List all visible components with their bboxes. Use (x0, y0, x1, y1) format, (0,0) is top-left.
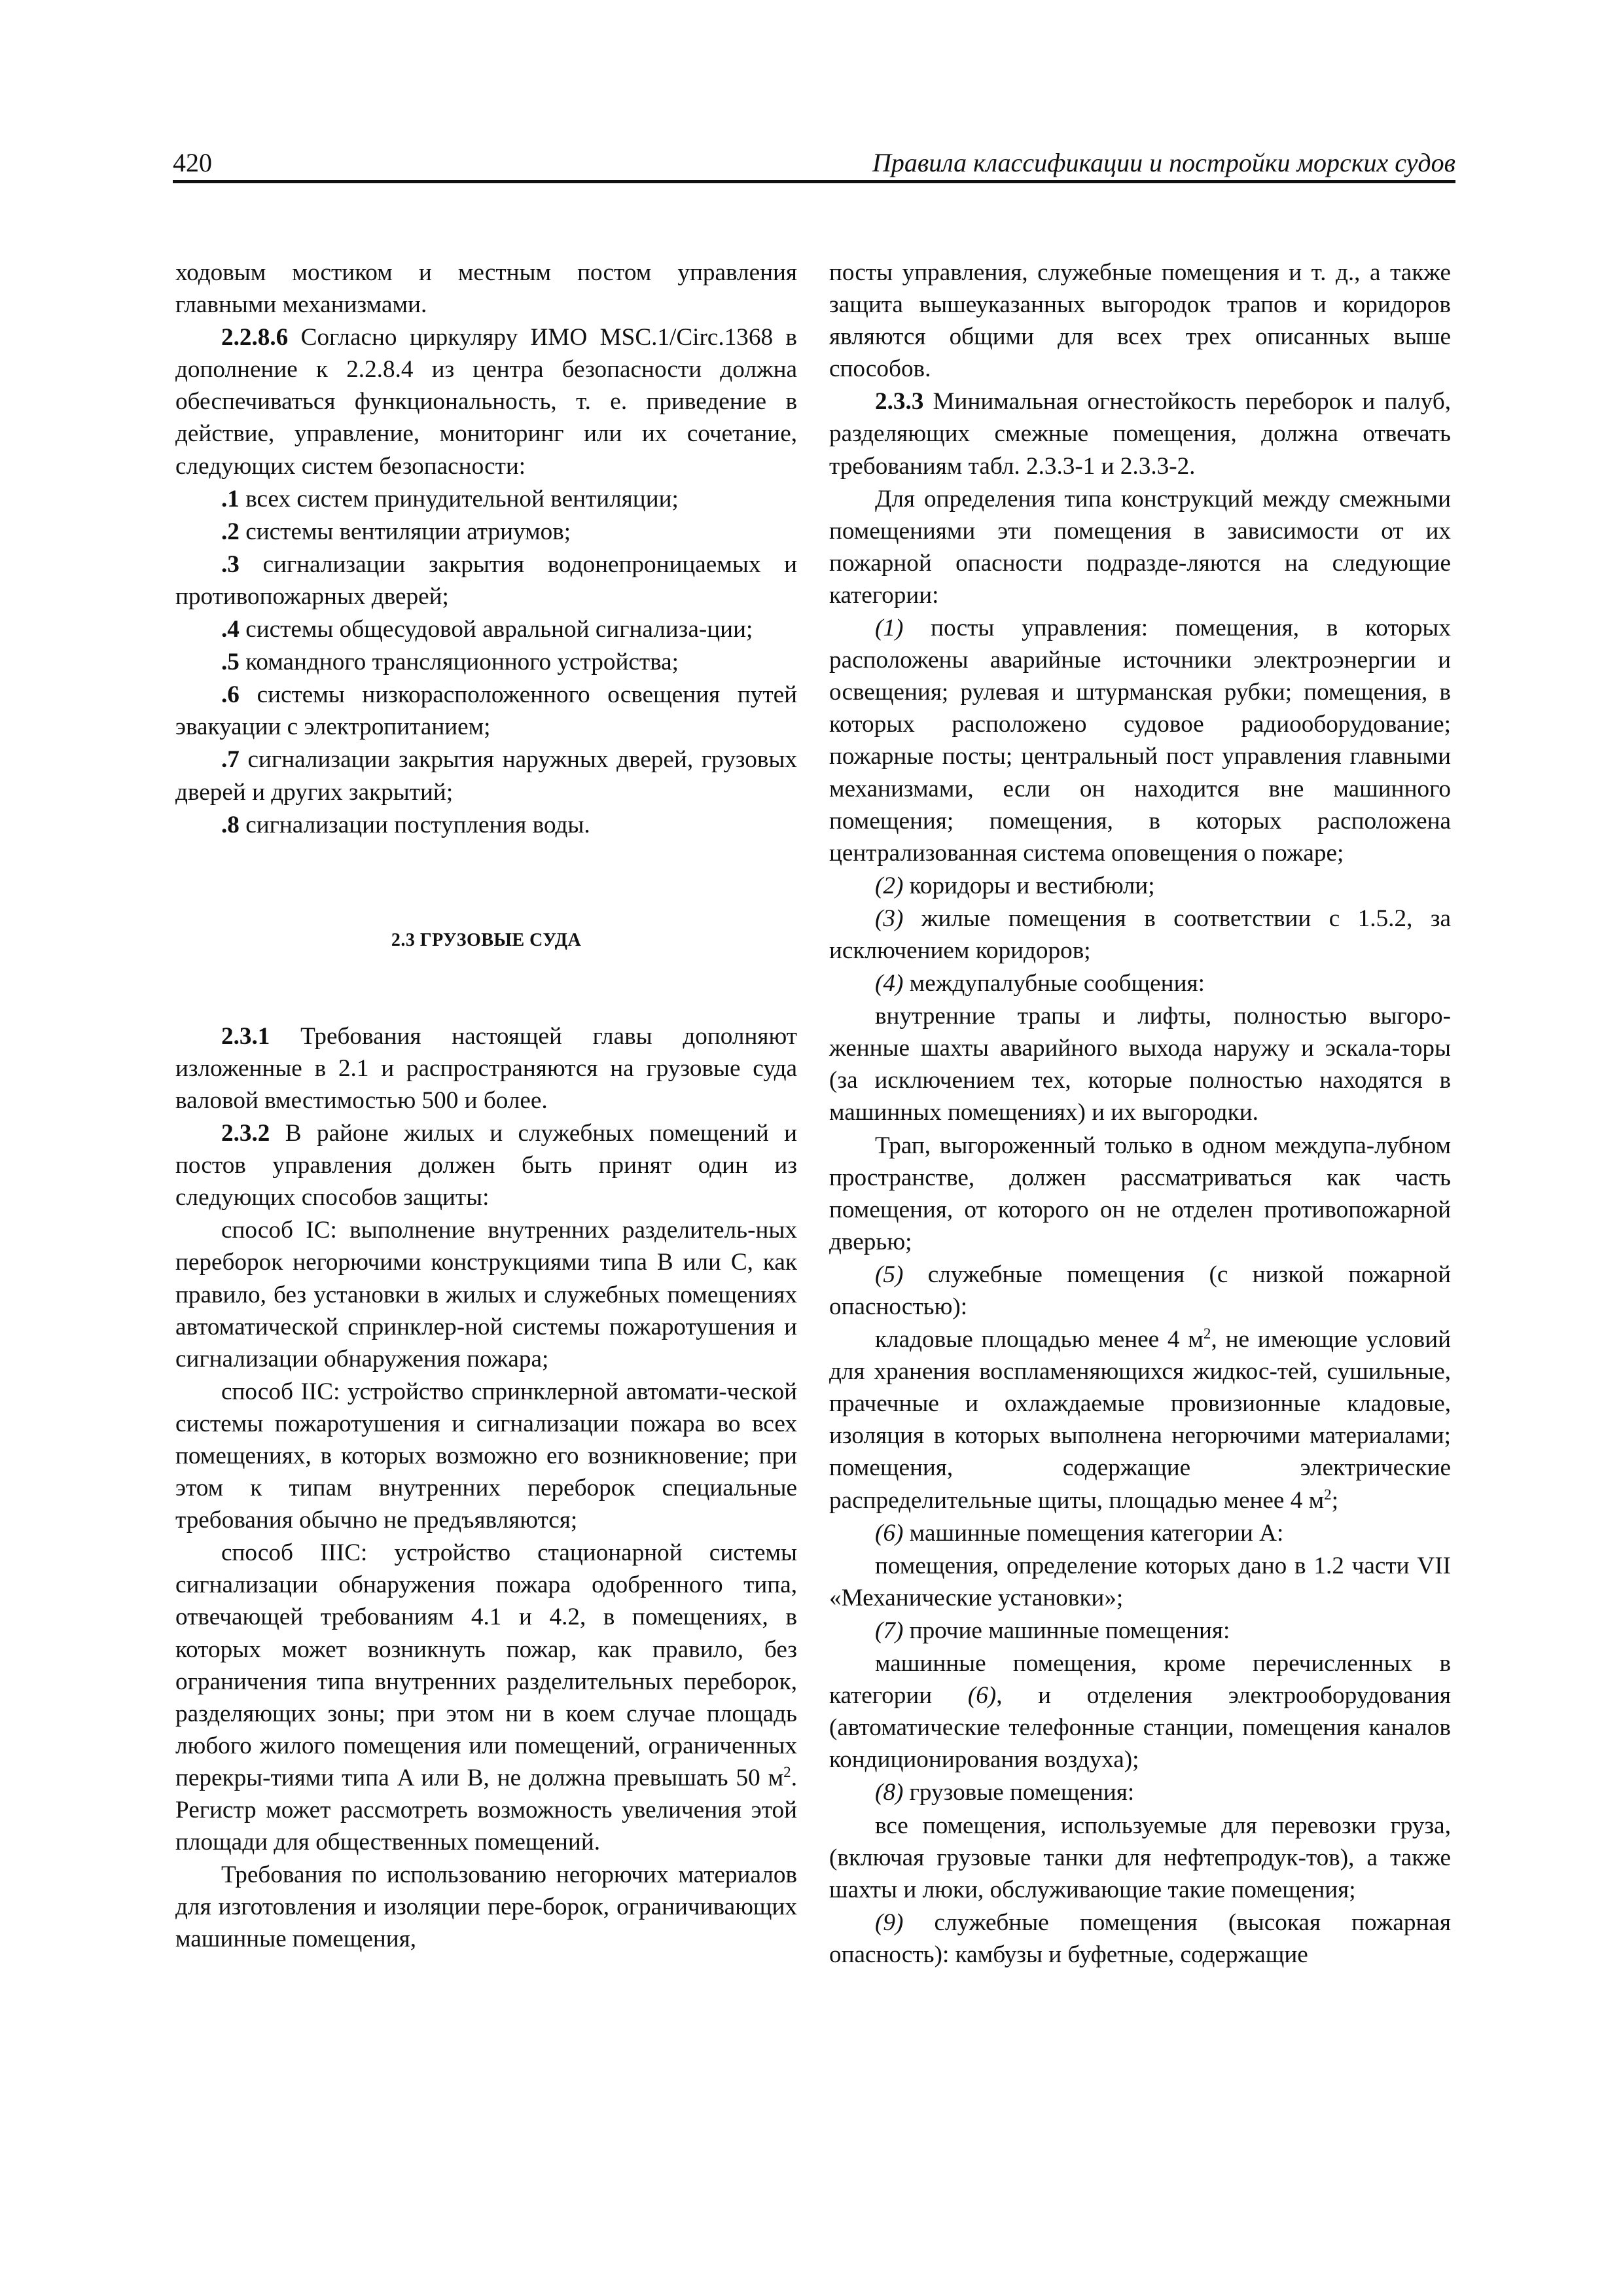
list-item: .2 системы вентиляции атриумов; (221, 518, 571, 545)
paragraph: Требования по использованию негорючих материалов для изготовления и изоляции пере-борок, ограничивающих машинные помещения, (175, 1861, 797, 1953)
clause-2-3-3: 2.3.3 Минимальная огнестойкость переборок и палуб, разделяющих смежные помещения, должна отвечать требованиям табл. 2.3.3-1 и 2.3.3-2. (829, 388, 1451, 480)
category-8-description: все помещения, используемые для перевозки груза, (включая грузовые танки для нефтепродук-тов), а также шахты и люки, обслуживающие такие помещения; (829, 1812, 1451, 1903)
list-item: .5 командного трансляционного устройства; (221, 649, 679, 676)
header-rule (173, 180, 1455, 183)
category-4: (4) междупалубные сообщения: (875, 970, 1205, 997)
clause-2-2-8-6: 2.2.8.6 Согласно циркуляру ИМО MSC.1/Circ.1368 в дополнение к 2.2.8.4 из центра безопасности должна обеспечиваться функциональность, т. е. приведение в действие, управление, мониторинг или их сочетание, следующих систем безопасности: (175, 324, 797, 480)
protection-method-1: способ IC: выполнение внутренних разделитель-ных переборок негорючими конструкциями типа B или C, как правило, без установки в жилых и служебных помещениях автоматической спринклер-ной системы пожаротушения и сигнализации обнаружения пожара; (175, 1217, 797, 1372)
category-3: (3) жилые помещения в соответствии с 1.5.2, за исключением коридоров; (829, 905, 1451, 964)
running-title: Правила классификации и постройки морских судов (872, 148, 1455, 177)
category-9: (9) служебные помещения (высокая пожарная опасность): камбузы и буфетные, содержащие (829, 1909, 1451, 1968)
list-item: .1 всех систем принудительной вентиляции; (221, 485, 679, 512)
category-8: (8) грузовые помещения: (875, 1779, 1135, 1806)
right-column (829, 257, 1451, 1971)
category-7: (7) прочие машинные помещения: (875, 1617, 1230, 1644)
section-heading: 2.3 ГРУЗОВЫЕ СУДА (391, 929, 582, 950)
list-item: .4 системы общесудовой авральной сигнализа-ции; (221, 616, 753, 643)
category-5: (5) служебные помещения (с низкой пожарной опасностью): (829, 1261, 1451, 1320)
list-item: .6 системы низкорасположенного освещения путей эвакуации с электропитанием; (175, 681, 797, 741)
category-4-note: Трап, выгороженный только в одном междупа-лубном пространстве, должен рассматриваться как часть помещения, от которого он не отделен противопожарной дверью; (829, 1132, 1451, 1255)
paragraph: ходовым мостиком и местным постом управления главными механизмами. (175, 259, 797, 319)
category-6: (6) машинные помещения категории A: (875, 1519, 1284, 1547)
page-header (173, 145, 1455, 183)
clause-number: 2.2.8.6 (221, 324, 289, 351)
category-2: (2) коридоры и вестибюли; (875, 872, 1155, 899)
page-number: 420 (173, 148, 212, 177)
left-column (175, 257, 797, 1956)
category-5-description: кладовые площадью менее 4 $м^2$, не имеющие условий для хранения воспламеняющихся жидкос-тей, сушильные, прачечные и охлаждаемые провизионные кладовые, изоляция в которых выполнена негорючими материалами; помещения, содержащие электрические распределительные щиты, площадью менее 4 $м^2$; (829, 1325, 1451, 1514)
clause-2-3-2: 2.3.2 В районе жилых и служебных помещений и постов управления должен быть принят один из следующих способов защиты: (175, 1120, 797, 1211)
category-7-description: машинные помещения, кроме перечисленных в категории (6), и отделения электрооборудования (автоматические телефонные станции, помещения каналов кондиционирования воздуха); (829, 1650, 1451, 1774)
category-1: (1) посты управления: помещения, в которых расположены аварийные источники электроэнергии и освещения; рулевая и штурманская рубки; помещения, в которых расположено судовое радиооборудование; пожарные посты; центральный пост управления главными механизмами, если он находится вне машинного помещения; помещения, в которых расположена централизованная система оповещения о пожаре; (829, 615, 1451, 867)
list-item: .7 сигнализации закрытия наружных дверей, грузовых дверей и других закрытий; (175, 746, 797, 806)
paragraph: Для определения типа конструкций между смежными помещениями эти помещения в зависимости от их пожарной опасности подразде-ляются на следующие категории: (829, 485, 1451, 609)
category-4-description: внутренние трапы и лифты, полностью выгоро-женные шахты аварийного выхода наружу и эскала-торы (за исключением тех, которые полностью находятся в машинных помещениях) и их выгородки. (829, 1003, 1451, 1126)
protection-method-3: способ IIIC: устройство стационарной системы сигнализации обнаружения пожара одобренного типа, отвечающей требованиям 4.1 и 4.2, в помещениях, в которых может возникнуть пожар, как правило, без ограничения типа внутренних разделительных переборок, разделяющих зоны; при этом ни в коем случае площадь любого жилого помещения или помещений, ограниченных перекры-тиями типа A или B, не должна превышать 50 $м^2$. Регистр может рассмотреть возможность увеличения этой площади для общественных помещений. (175, 1539, 797, 1856)
clause-2-3-1: 2.3.1 Требования настоящей главы дополняют изложенные в 2.1 и распространяются на грузовые суда валовой вместимостью 500 и более. (175, 1022, 797, 1114)
paragraph: посты управления, служебные помещения и т. д., а также защита вышеуказанных выгородок трапов и коридоров являются общими для всех трех описанных выше способов. (829, 259, 1451, 383)
category-6-description: помещения, определение которых дано в 1.2 части VII «Механические установки»; (829, 1552, 1451, 1611)
protection-method-2: способ IIC: устройство спринклерной автомати-ческой системы пожаротушения и сигнализации пожара во всех помещениях, в которых возможно его возникновение; при этом к типам внутренних переборок специальные требования обычно не предъявляются; (175, 1378, 797, 1534)
list-item: .3 сигнализации закрытия водонепроницаемых и противопожарных дверей; (175, 550, 797, 610)
list-item: .8 сигнализации поступления воды. (221, 811, 590, 838)
